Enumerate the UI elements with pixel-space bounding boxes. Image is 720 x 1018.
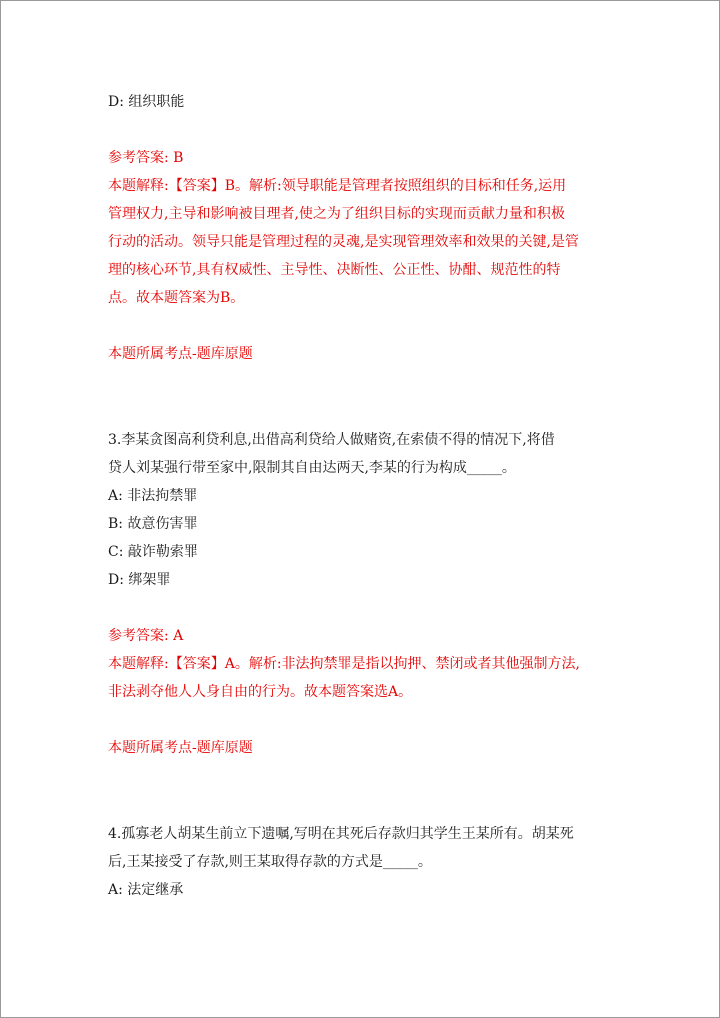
q3-option-d: D: 绑架罪 (108, 572, 171, 588)
q3-option-c: C: 敲诈勒索罪 (108, 544, 198, 560)
q2-explanation-line-4: 理的核心环节,具有权威性、主导性、决断性、公正性、协酣、规范性的特 (108, 262, 561, 278)
q2-explanation-line-5: 点。故本题答案为B。 (108, 290, 245, 306)
q2-option-d: D: 组织职能 (108, 94, 185, 110)
q4-question-line-1: 4.孤寡老人胡某生前立下遗嘱,写明在其死后存款归其学生王某所有。胡某死 (108, 826, 574, 842)
q2-category: 本题所属考点-题库原题 (108, 346, 253, 362)
q3-question-line-2: 贷人刘某强行带至家中,限制其自由达两天,李某的行为构成_____。 (108, 460, 516, 476)
q3-explanation-line-2: 非法剥夺他人人身自由的行为。故本题答案选A。 (108, 684, 413, 700)
q2-explanation-line-3: 行动的活动。领导只能是管理过程的灵魂,是实现管理效率和效果的关键,是管 (108, 234, 579, 250)
q3-question-line-1: 3.李某贪图高利贷利息,出借高利贷给人做赌资,在索债不得的情况下,将借 (108, 432, 555, 448)
q4-question-line-2: 后,王某接受了存款,则王某取得存款的方式是_____。 (108, 854, 432, 870)
q3-option-b: B: 故意伤害罪 (108, 516, 198, 532)
q3-answer: 参考答案: A (108, 628, 184, 644)
q2-explanation-line-2: 管理权力,主导和影响被目理者,使之为了组织目标的实现而贡献力量和积极 (108, 206, 565, 222)
q3-explanation-line-1: 本题解释:【答案】A。解析:非法拘禁罪是指以拘押、禁闭或者其他强制方法, (108, 656, 580, 672)
q2-answer: 参考答案: B (108, 150, 184, 166)
q3-category: 本题所属考点-题库原题 (108, 740, 253, 756)
q4-option-a: A: 法定继承 (108, 882, 184, 898)
q3-option-a: A: 非法拘禁罪 (108, 488, 198, 504)
q2-explanation-line-1: 本题解释:【答案】B。解析:领导职能是管理者按照组织的目标和任务,运用 (108, 178, 567, 194)
